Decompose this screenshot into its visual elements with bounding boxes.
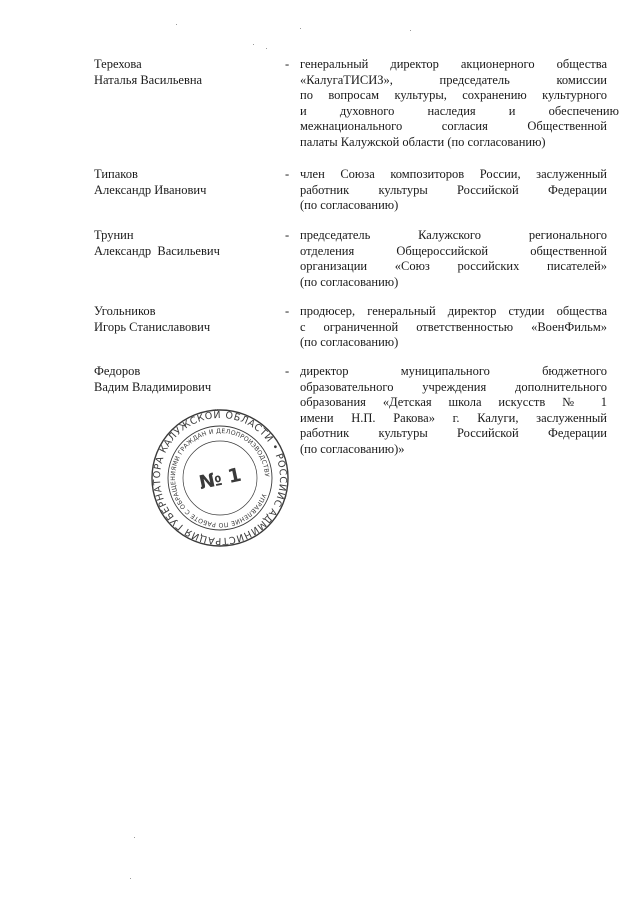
member-description — [300, 228, 607, 290]
description-line: отделения Общероссийской общественной — [300, 243, 607, 258]
dash-separator: - — [285, 57, 290, 71]
dash-separator: - — [285, 364, 290, 378]
description-line: образовательного учреждения дополнительного — [300, 379, 607, 394]
member-name — [94, 167, 274, 198]
description-line: палаты Калужской области (по согласованию) — [300, 134, 546, 149]
member-given-names: Александр Васильевич — [94, 243, 220, 258]
scan-speck — [130, 878, 131, 879]
member-given-names: Наталья Васильевна — [94, 72, 203, 87]
description-line: и духовного наследия и обеспечению — [300, 103, 619, 118]
member-given-names: Вадим Владимирович — [94, 379, 212, 394]
description-line: образования «Детская школа искусств № 1 — [300, 395, 607, 410]
member-name — [94, 228, 274, 259]
scan-speck — [253, 44, 254, 45]
description-line: продюсер, генеральный директор студии общества — [300, 304, 607, 318]
description-line: работник культуры Российской Федерации — [300, 182, 607, 197]
description-line: член Союза композиторов России, заслуженный — [300, 167, 607, 181]
description-line: «КалугаТИСИЗ», председатель комиссии — [300, 72, 607, 87]
member-given-names: Александр Иванович — [94, 182, 207, 197]
description-line: (по согласованию) — [300, 335, 399, 350]
official-seal-stamp — [150, 408, 290, 548]
member-description — [300, 57, 619, 151]
member-entry — [94, 167, 614, 217]
description-line: с ограниченной ответственностью «ВоенФильм» — [300, 319, 607, 334]
seal-inner-text: УПРАВЛЕНИЕ ПО РАБОТЕ С ОБРАЩЕНИЯМИ ГРАЖДАН И ДЕЛОПРОИЗВОДСТВУ — [169, 427, 271, 529]
dash-separator: - — [285, 167, 290, 181]
member-description — [300, 167, 607, 214]
description-line: по вопросам культуры, сохранению культурного — [300, 88, 607, 103]
description-line: межнационального согласия Общественной — [300, 119, 607, 134]
member-surname: Трунин — [94, 228, 134, 242]
scan-speck — [300, 28, 301, 29]
member-surname: Типаков — [94, 167, 138, 181]
member-given-names: Игорь Станиславович — [94, 319, 211, 334]
member-name — [94, 304, 274, 335]
member-surname: Терехова — [94, 57, 142, 71]
member-description — [300, 364, 607, 458]
scan-speck — [134, 837, 135, 838]
dash-separator: - — [285, 228, 290, 242]
scan-speck — [176, 24, 177, 25]
seal-outer-text: АДМИНИСТРАЦИЯ ГУБЕРНАТОРА КАЛУЖСКОЙ ОБЛАСТИ • РОССИЙСКАЯ — [151, 409, 289, 547]
description-line: председатель Калужского регионального — [300, 228, 607, 242]
member-surname: Угольников — [94, 304, 156, 318]
member-entry — [94, 304, 614, 354]
scan-speck — [266, 48, 267, 49]
member-name — [94, 57, 274, 88]
member-entry — [94, 228, 614, 292]
member-surname: Федоров — [94, 364, 141, 378]
member-name — [94, 364, 274, 395]
description-line: директор муниципального бюджетного — [300, 364, 607, 378]
description-line: (по согласованию)» — [300, 441, 405, 456]
description-line: (по согласованию) — [300, 274, 399, 289]
description-line: организации «Союз российских писателей» — [300, 259, 607, 274]
member-entry — [94, 57, 619, 157]
scan-speck — [410, 30, 411, 31]
dash-separator: - — [285, 304, 290, 318]
description-line: имени Н.П. Ракова» г. Калуги, заслуженный — [300, 410, 607, 425]
seal-number: № 1 — [197, 463, 244, 495]
member-description — [300, 304, 607, 351]
description-line: (по согласованию) — [300, 198, 399, 213]
description-line: генеральный директор акционерного общества — [300, 57, 607, 71]
description-line: работник культуры Российской Федерации — [300, 426, 607, 441]
